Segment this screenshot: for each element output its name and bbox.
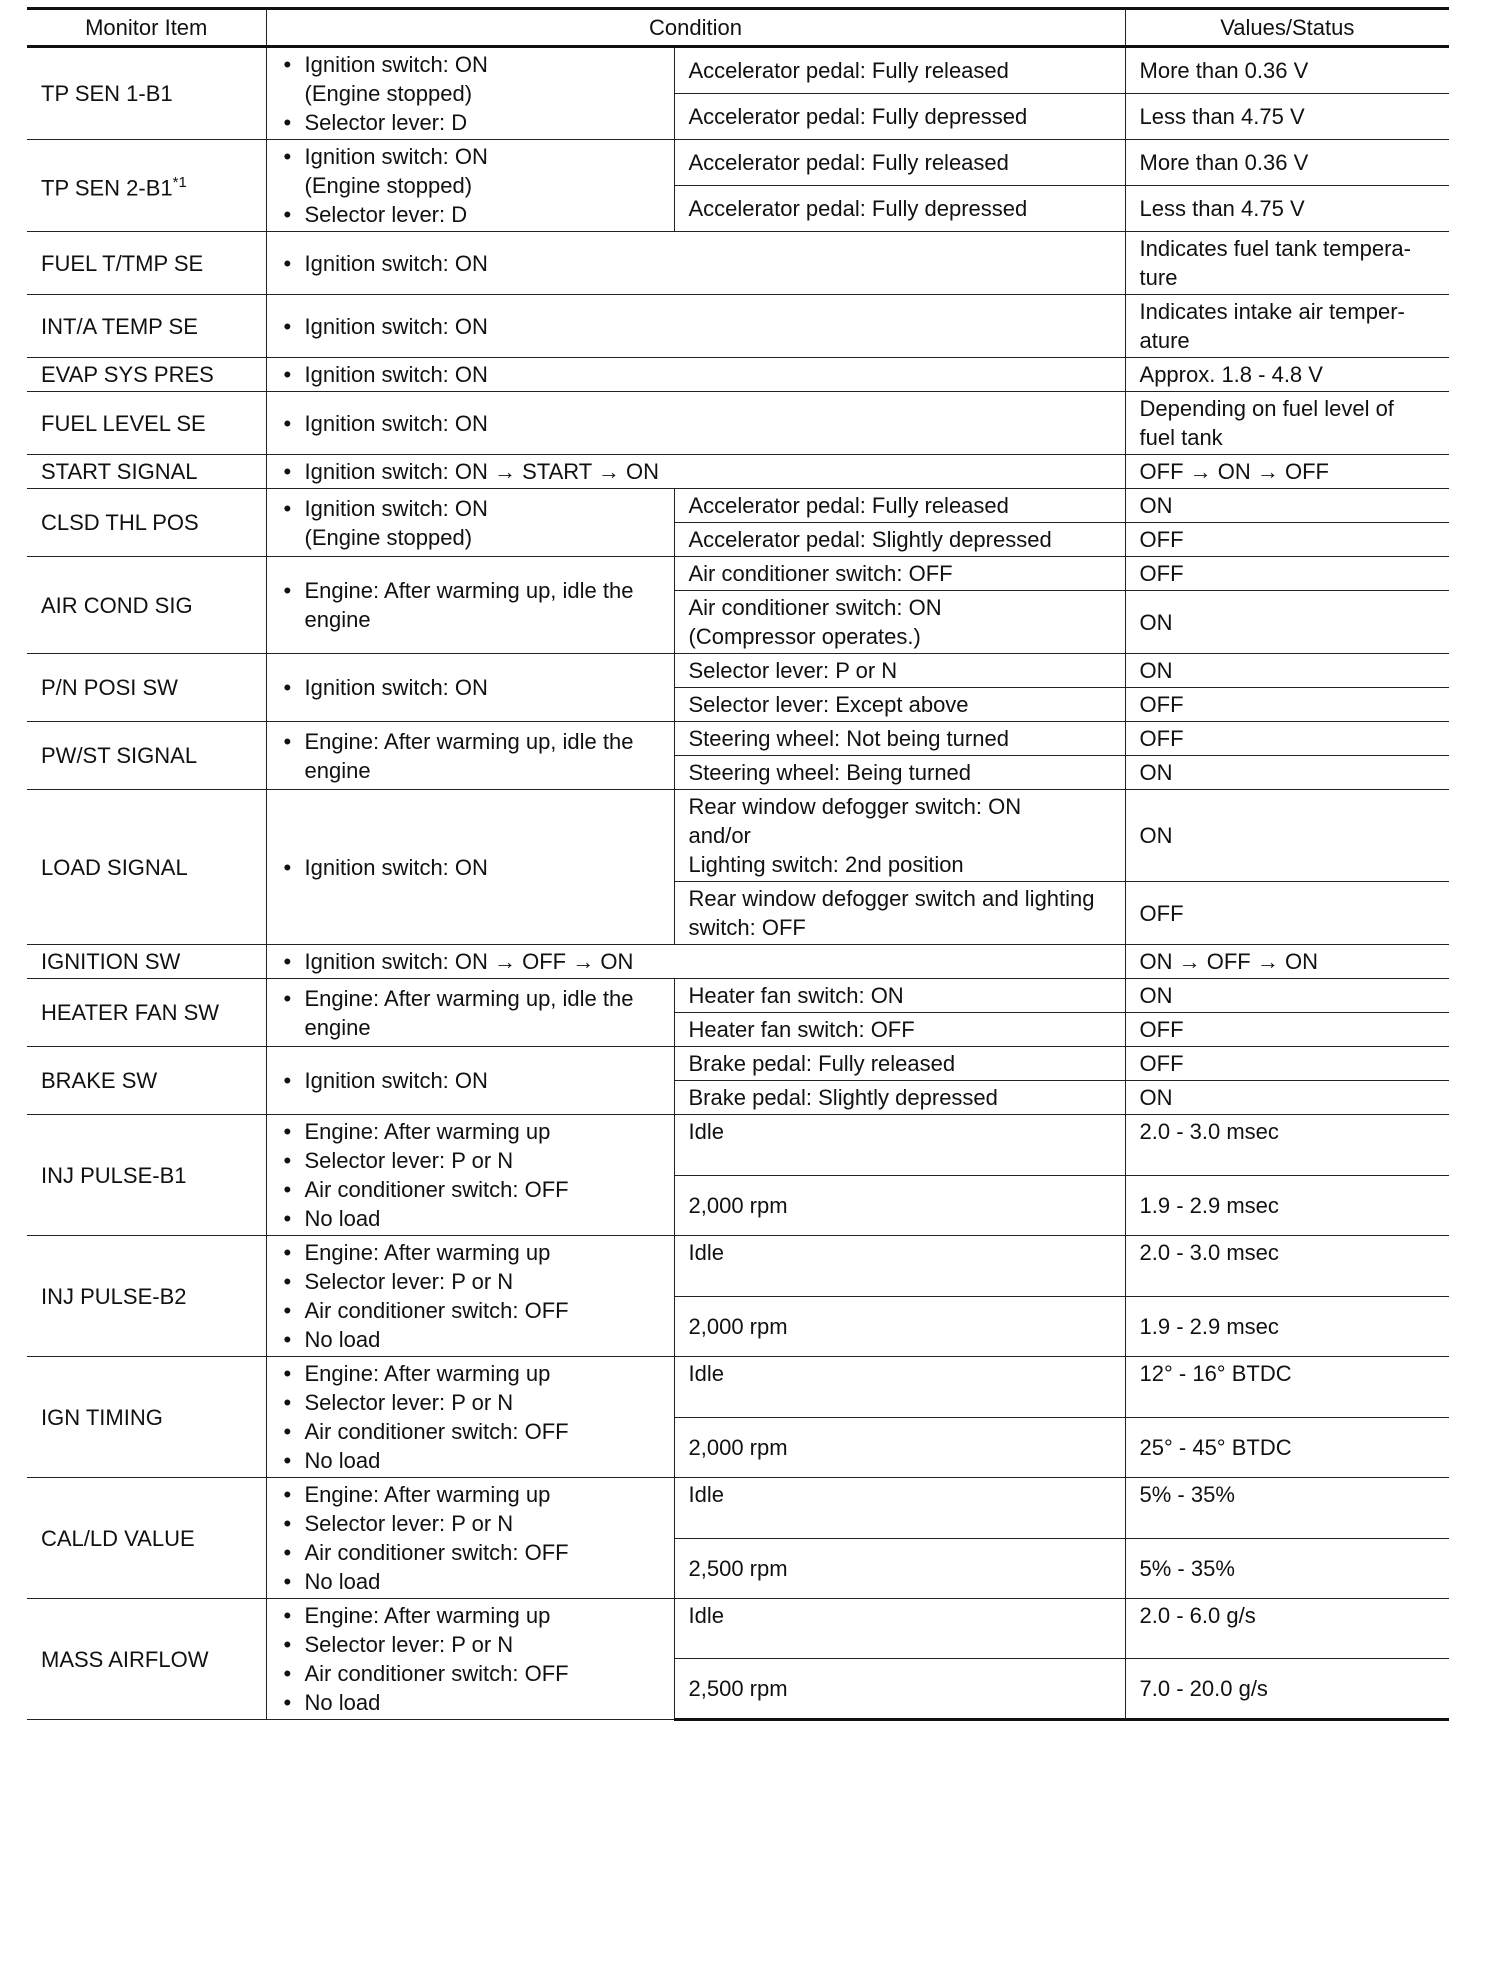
monitor-item-name: P/N POSI SW bbox=[41, 675, 178, 700]
monitor-item-cell bbox=[27, 1047, 266, 1115]
header-monitor-item: Monitor Item bbox=[27, 9, 266, 47]
table-row bbox=[27, 945, 1449, 979]
monitor-item-name: FUEL T/TMP SE bbox=[41, 250, 204, 276]
condition-list bbox=[281, 360, 1111, 389]
monitor-item-name: IGNITION SW bbox=[41, 949, 181, 974]
table-row bbox=[27, 295, 1449, 358]
condition-bullet: • Ignition switch: ON (Engine stopped) bbox=[281, 50, 660, 108]
value-cell: ON bbox=[1125, 756, 1449, 790]
condition-list bbox=[281, 50, 660, 137]
monitor-item-name: INT/A TEMP SE bbox=[41, 313, 198, 339]
sub-condition-cell: Heater fan switch: OFF bbox=[674, 1013, 1125, 1047]
condition-bullet: • Ignition switch: ON bbox=[281, 853, 660, 882]
value-cell: 5% - 35% bbox=[1125, 1538, 1449, 1599]
value-cell: OFF bbox=[1125, 1047, 1449, 1081]
table-row bbox=[27, 1236, 1449, 1297]
condition-bullet: • Air conditioner switch: OFF bbox=[281, 1175, 660, 1204]
table-row bbox=[27, 1478, 1449, 1539]
condition-bullet: • Engine: After warming up bbox=[281, 1359, 660, 1388]
value-cell: ON bbox=[1125, 1081, 1449, 1115]
table-row bbox=[27, 489, 1449, 523]
condition-list bbox=[281, 1238, 660, 1354]
monitor-item-name: LOAD SIGNAL bbox=[41, 854, 188, 880]
value-cell: ON bbox=[1125, 979, 1449, 1013]
condition-bullet: • Ignition switch: ON (Engine stopped) bbox=[281, 142, 660, 200]
condition-bullet: • Engine: After warming up, idle the engine bbox=[281, 727, 660, 785]
condition-cell bbox=[266, 358, 1125, 392]
monitor-item-cell bbox=[27, 358, 266, 392]
condition-bullet: • Ignition switch: ON → START → ON bbox=[281, 457, 1111, 486]
condition-cell bbox=[266, 392, 1125, 455]
condition-bullet: • Selector lever: P or N bbox=[281, 1146, 660, 1175]
value-cell: 12° - 16° BTDC bbox=[1125, 1357, 1449, 1418]
table-row bbox=[27, 455, 1449, 489]
table-row bbox=[27, 1599, 1449, 1659]
condition-cell bbox=[266, 489, 674, 557]
sub-condition-cell: Selector lever: Except above bbox=[674, 688, 1125, 722]
condition-bullet: • Engine: After warming up, idle the engine bbox=[281, 576, 660, 634]
condition-bullet: • Engine: After warming up bbox=[281, 1117, 660, 1146]
condition-bullet: • Ignition switch: ON → OFF → ON bbox=[281, 947, 1111, 976]
sub-condition-cell: Accelerator pedal: Fully released bbox=[674, 140, 1125, 186]
table-row bbox=[27, 557, 1449, 591]
value-cell: 2.0 - 3.0 msec bbox=[1125, 1115, 1449, 1176]
value-cell: OFF bbox=[1125, 722, 1449, 756]
monitor-item-cell bbox=[27, 1115, 266, 1236]
condition-bullet: • Ignition switch: ON bbox=[281, 409, 1111, 438]
condition-bullet: • Selector lever: D bbox=[281, 200, 660, 229]
condition-cell bbox=[266, 979, 674, 1047]
monitor-item-cell bbox=[27, 1357, 266, 1478]
monitor-item-name: HEATER FAN SW bbox=[41, 1000, 220, 1025]
condition-bullet: • No load bbox=[281, 1446, 660, 1475]
sub-condition-cell: Selector lever: P or N bbox=[674, 654, 1125, 688]
value-cell: OFF bbox=[1125, 1013, 1449, 1047]
monitor-item-cell bbox=[27, 392, 266, 455]
monitor-item-name: EVAP SYS PRES bbox=[41, 362, 214, 387]
condition-bullet: • Air conditioner switch: OFF bbox=[281, 1417, 660, 1446]
monitor-item-cell bbox=[27, 1478, 266, 1599]
table-row bbox=[27, 790, 1449, 882]
condition-cell bbox=[266, 945, 1125, 979]
sub-condition-cell: 2,000 rpm bbox=[674, 1175, 1125, 1236]
value-cell: Depending on fuel level of fuel tank bbox=[1125, 392, 1449, 455]
value-cell: OFF → ON → OFF bbox=[1125, 455, 1449, 489]
value-cell: OFF bbox=[1125, 882, 1449, 945]
sub-condition-cell: Air conditioner switch: OFF bbox=[674, 557, 1125, 591]
condition-cell bbox=[266, 1047, 674, 1115]
header-condition: Condition bbox=[266, 9, 1125, 47]
value-cell: 1.9 - 2.9 msec bbox=[1125, 1296, 1449, 1357]
condition-bullet: • Engine: After warming up bbox=[281, 1480, 660, 1509]
monitor-item-name: TP SEN 2-B1 bbox=[41, 175, 173, 201]
condition-list bbox=[281, 1601, 660, 1717]
sub-condition-cell: Air conditioner switch: ON (Compressor operates.) bbox=[674, 591, 1125, 654]
sub-condition-cell: 2,000 rpm bbox=[674, 1417, 1125, 1478]
monitor-item-name: INJ PULSE-B1 bbox=[41, 1162, 187, 1188]
sub-condition-cell: Rear window defogger switch and lighting switch: OFF bbox=[674, 882, 1125, 945]
header-row bbox=[27, 9, 1449, 47]
condition-list bbox=[281, 142, 660, 229]
sub-condition-cell: Accelerator pedal: Fully released bbox=[674, 47, 1125, 94]
condition-bullet: • Engine: After warming up bbox=[281, 1601, 660, 1630]
condition-list bbox=[281, 1066, 660, 1095]
sub-condition-cell: Brake pedal: Fully released bbox=[674, 1047, 1125, 1081]
sub-condition-cell: 2,000 rpm bbox=[674, 1296, 1125, 1357]
value-cell: More than 0.36 V bbox=[1125, 140, 1449, 186]
condition-bullet: • Air conditioner switch: OFF bbox=[281, 1296, 660, 1325]
sub-condition-cell: Accelerator pedal: Fully depressed bbox=[674, 186, 1125, 232]
sub-condition-cell: 2,500 rpm bbox=[674, 1538, 1125, 1599]
sub-condition-cell: Brake pedal: Slightly depressed bbox=[674, 1081, 1125, 1115]
monitor-item-cell bbox=[27, 722, 266, 790]
monitor-item-cell bbox=[27, 945, 266, 979]
condition-cell bbox=[266, 1478, 674, 1599]
condition-bullet: • Engine: After warming up bbox=[281, 1238, 660, 1267]
monitor-item-cell bbox=[27, 1236, 266, 1357]
condition-bullet: • Ignition switch: ON bbox=[281, 673, 660, 702]
condition-list bbox=[281, 673, 660, 702]
table-row bbox=[27, 1047, 1449, 1081]
condition-cell bbox=[266, 1236, 674, 1357]
condition-bullet: • Ignition switch: ON (Engine stopped) bbox=[281, 494, 660, 552]
condition-bullet: • Ignition switch: ON bbox=[281, 312, 1111, 341]
monitor-item-cell bbox=[27, 140, 266, 232]
condition-cell bbox=[266, 1599, 674, 1720]
condition-list bbox=[281, 576, 660, 634]
condition-bullet: • Ignition switch: ON bbox=[281, 249, 1111, 278]
monitor-item-table bbox=[27, 7, 1449, 1721]
value-cell: More than 0.36 V bbox=[1125, 47, 1449, 94]
condition-list bbox=[281, 312, 1111, 341]
condition-list bbox=[281, 457, 1111, 486]
value-cell: 2.0 - 6.0 g/s bbox=[1125, 1599, 1449, 1659]
monitor-item-cell bbox=[27, 790, 266, 945]
condition-list bbox=[281, 947, 1111, 976]
sub-condition-cell: Idle bbox=[674, 1599, 1125, 1659]
sub-condition-cell: Accelerator pedal: Slightly depressed bbox=[674, 523, 1125, 557]
condition-bullet: • Ignition switch: ON bbox=[281, 1066, 660, 1095]
condition-list bbox=[281, 1117, 660, 1233]
condition-bullet: • Selector lever: P or N bbox=[281, 1630, 660, 1659]
condition-cell bbox=[266, 557, 674, 654]
footnote-marker: *1 bbox=[172, 174, 187, 192]
value-cell: Less than 4.75 V bbox=[1125, 186, 1449, 232]
monitor-item-cell bbox=[27, 489, 266, 557]
monitor-item-name: INJ PULSE-B2 bbox=[41, 1283, 187, 1309]
condition-cell bbox=[266, 295, 1125, 358]
value-cell: 7.0 - 20.0 g/s bbox=[1125, 1658, 1449, 1719]
value-cell: 1.9 - 2.9 msec bbox=[1125, 1175, 1449, 1236]
condition-bullet: • Selector lever: P or N bbox=[281, 1388, 660, 1417]
value-cell: OFF bbox=[1125, 523, 1449, 557]
sub-condition-cell: Idle bbox=[674, 1115, 1125, 1176]
condition-bullet: • Selector lever: D bbox=[281, 108, 660, 137]
condition-cell bbox=[266, 722, 674, 790]
value-cell: Less than 4.75 V bbox=[1125, 94, 1449, 140]
table-row bbox=[27, 140, 1449, 186]
condition-cell bbox=[266, 140, 674, 232]
condition-bullet: • Air conditioner switch: OFF bbox=[281, 1659, 660, 1688]
monitor-item-cell bbox=[27, 47, 266, 140]
monitor-item-name: FUEL LEVEL SE bbox=[41, 410, 206, 436]
value-cell: ON bbox=[1125, 489, 1449, 523]
value-cell: Indicates fuel tank tempera- ture bbox=[1125, 232, 1449, 295]
value-cell: 25° - 45° BTDC bbox=[1125, 1417, 1449, 1478]
monitor-item-name: CAL/LD VALUE bbox=[41, 1525, 195, 1551]
sub-condition-cell: Steering wheel: Not being turned bbox=[674, 722, 1125, 756]
value-cell: OFF bbox=[1125, 688, 1449, 722]
monitor-item-cell bbox=[27, 557, 266, 654]
condition-bullet: • Ignition switch: ON bbox=[281, 360, 1111, 389]
table-row bbox=[27, 1115, 1449, 1176]
table-row bbox=[27, 358, 1449, 392]
sub-condition-cell: Idle bbox=[674, 1236, 1125, 1297]
monitor-item-name: MASS AIRFLOW bbox=[41, 1646, 209, 1672]
value-cell: ON bbox=[1125, 790, 1449, 882]
monitor-item-name: START SIGNAL bbox=[41, 459, 198, 484]
sub-condition-cell: Rear window defogger switch: ON and/or Lighting switch: 2nd position bbox=[674, 790, 1125, 882]
condition-cell bbox=[266, 654, 674, 722]
condition-list bbox=[281, 249, 1111, 278]
condition-bullet: • No load bbox=[281, 1688, 660, 1717]
sub-condition-cell: Steering wheel: Being turned bbox=[674, 756, 1125, 790]
condition-list bbox=[281, 727, 660, 785]
monitor-item-name: CLSD THL POS bbox=[41, 510, 199, 535]
value-cell: Approx. 1.8 - 4.8 V bbox=[1125, 358, 1449, 392]
monitor-item-cell bbox=[27, 979, 266, 1047]
monitor-item-cell bbox=[27, 295, 266, 358]
condition-list bbox=[281, 984, 660, 1042]
condition-bullet: • Air conditioner switch: OFF bbox=[281, 1538, 660, 1567]
condition-list bbox=[281, 1359, 660, 1475]
condition-bullet: • Engine: After warming up, idle the engine bbox=[281, 984, 660, 1042]
sub-condition-cell: Heater fan switch: ON bbox=[674, 979, 1125, 1013]
condition-list bbox=[281, 853, 660, 882]
condition-list bbox=[281, 409, 1111, 438]
table-body bbox=[27, 47, 1449, 1720]
condition-cell bbox=[266, 1357, 674, 1478]
sub-condition-cell: 2,500 rpm bbox=[674, 1658, 1125, 1719]
table-row bbox=[27, 979, 1449, 1013]
sub-condition-cell: Idle bbox=[674, 1357, 1125, 1418]
sub-condition-cell: Accelerator pedal: Fully depressed bbox=[674, 94, 1125, 140]
monitor-item-name: IGN TIMING bbox=[41, 1404, 163, 1430]
table-row bbox=[27, 654, 1449, 688]
condition-cell bbox=[266, 790, 674, 945]
value-cell: 5% - 35% bbox=[1125, 1478, 1449, 1539]
value-cell: ON bbox=[1125, 654, 1449, 688]
condition-bullet: • Selector lever: P or N bbox=[281, 1509, 660, 1538]
condition-cell bbox=[266, 455, 1125, 489]
condition-bullet: • No load bbox=[281, 1325, 660, 1354]
monitor-item-cell bbox=[27, 654, 266, 722]
monitor-item-cell bbox=[27, 1599, 266, 1720]
sub-condition-cell: Idle bbox=[674, 1478, 1125, 1539]
value-cell: ON bbox=[1125, 591, 1449, 654]
value-cell: ON → OFF → ON bbox=[1125, 945, 1449, 979]
condition-cell bbox=[266, 232, 1125, 295]
value-cell: Indicates intake air temper- ature bbox=[1125, 295, 1449, 358]
monitor-item-name: PW/ST SIGNAL bbox=[41, 743, 198, 768]
condition-list bbox=[281, 1480, 660, 1596]
monitor-item-cell bbox=[27, 232, 266, 295]
value-cell: OFF bbox=[1125, 557, 1449, 591]
value-cell: 2.0 - 3.0 msec bbox=[1125, 1236, 1449, 1297]
condition-bullet: • No load bbox=[281, 1567, 660, 1596]
monitor-item-name: AIR COND SIG bbox=[41, 592, 193, 618]
condition-list bbox=[281, 494, 660, 552]
table-row bbox=[27, 47, 1449, 94]
table-row bbox=[27, 232, 1449, 295]
monitor-item-cell bbox=[27, 455, 266, 489]
table-row bbox=[27, 722, 1449, 756]
condition-bullet: • No load bbox=[281, 1204, 660, 1233]
monitor-item-name: TP SEN 1-B1 bbox=[41, 81, 173, 106]
header-values-status: Values/Status bbox=[1125, 9, 1449, 47]
condition-cell bbox=[266, 1115, 674, 1236]
monitor-item-name: BRAKE SW bbox=[41, 1068, 158, 1093]
sub-condition-cell: Accelerator pedal: Fully released bbox=[674, 489, 1125, 523]
condition-cell bbox=[266, 47, 674, 140]
table-row bbox=[27, 1357, 1449, 1418]
condition-bullet: • Selector lever: P or N bbox=[281, 1267, 660, 1296]
table-row bbox=[27, 392, 1449, 455]
